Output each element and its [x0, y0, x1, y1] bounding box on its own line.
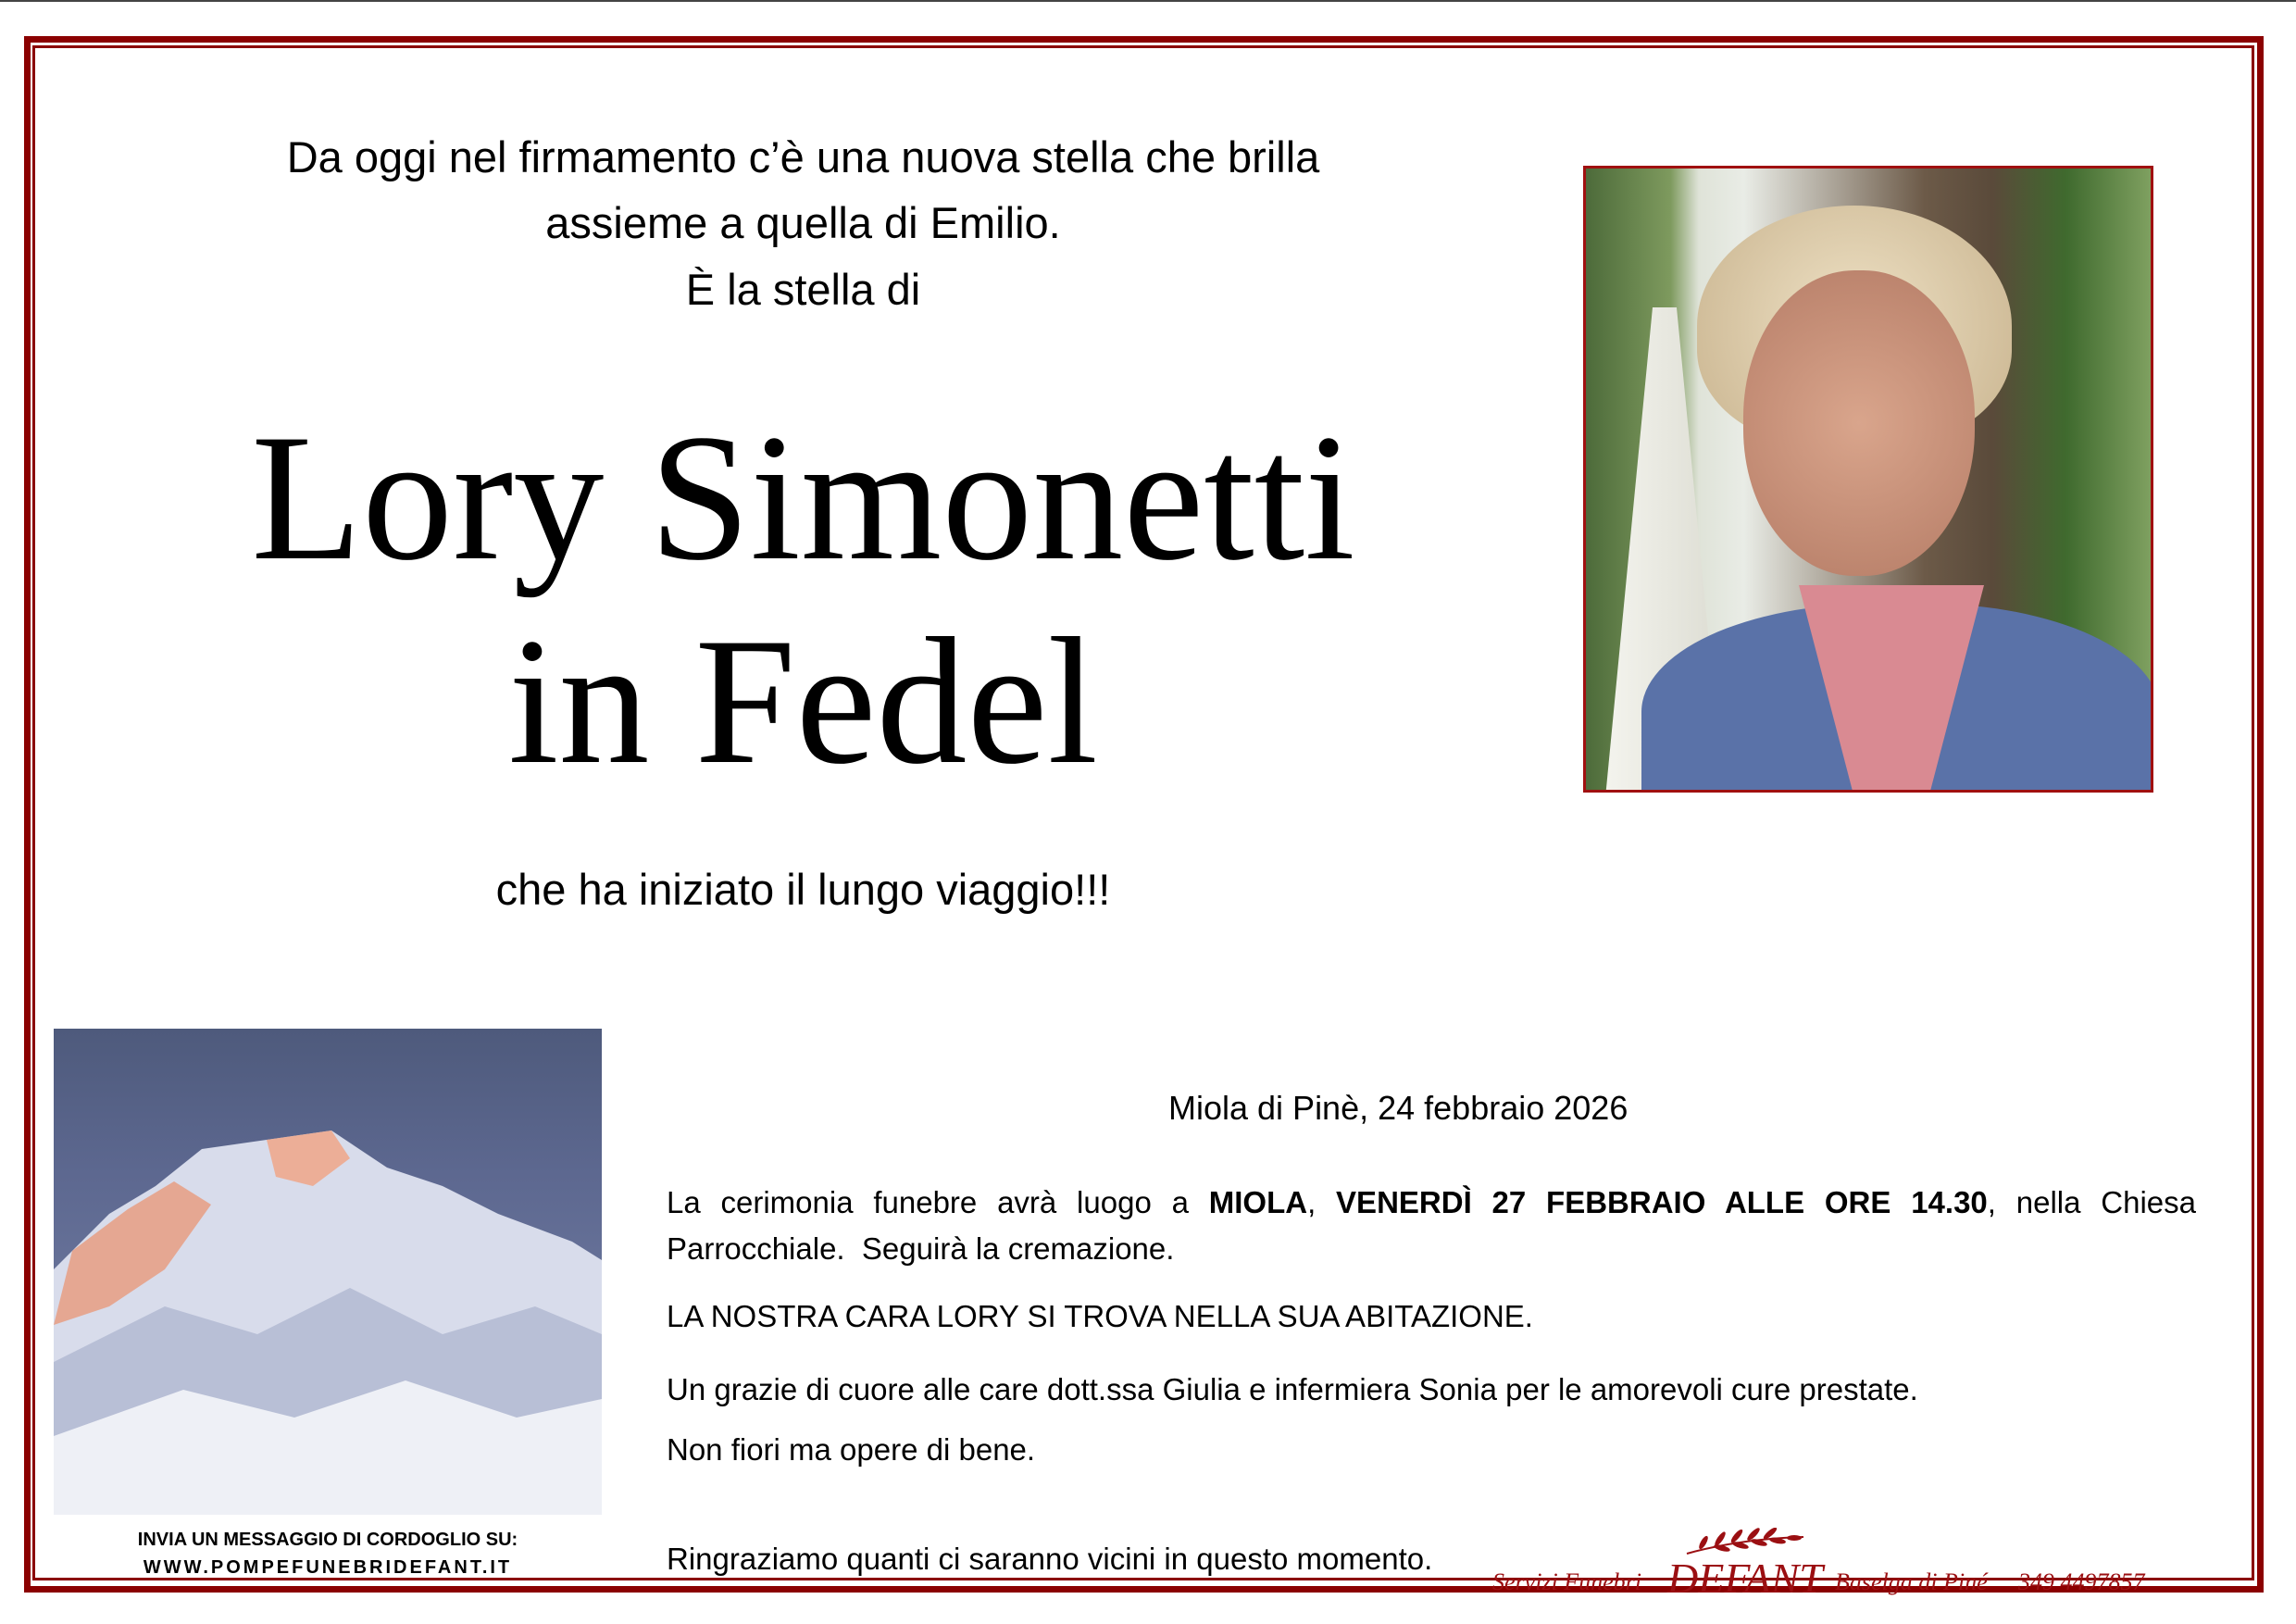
- flowers-note: Non fiori ma opere di bene.: [667, 1432, 1036, 1467]
- ceremony-line-1: [667, 1185, 2196, 1220]
- closing-note: Ringraziamo quanti ci saranno vicini in questo momento.: [667, 1542, 1433, 1576]
- laurel-leaf-icon: [1685, 1528, 1805, 1555]
- logo-location: Baselga di Piné: [1835, 1568, 1988, 1595]
- condolence-label: INVIA UN MESSAGGIO DI CORDOGLIO SU:: [137, 1530, 518, 1550]
- subtitle: che ha iniziato il lungo viaggio!!!: [495, 865, 1111, 914]
- deceased-name: Lory Simonetti: [251, 397, 1355, 598]
- funeral-home-logo: [1486, 1518, 2190, 1602]
- top-rule: [0, 0, 2296, 2]
- deceased-portrait-photo: [1583, 166, 2153, 793]
- logo-phone: 349 4497857: [2018, 1568, 2145, 1595]
- logo-prefix: Servizi Funebri: [1492, 1568, 1642, 1595]
- ceremony-line-2: Parrocchiale. Seguirà la cremazione.: [667, 1231, 1175, 1266]
- ceremony-when: VENERDÌ 27 FEBBRAIO ALLE ORE 14.30: [1336, 1185, 1988, 1219]
- ceremony-post: , nella Chiesa: [1987, 1185, 2196, 1219]
- intro-line-2: assieme a quella di Emilio.: [545, 198, 1061, 247]
- ceremony-place: MIOLA: [1208, 1185, 1308, 1219]
- location-note: LA NOSTRA CARA LORY SI TROVA NELLA SUA ABITAZIONE.: [667, 1299, 1533, 1333]
- logo-brand: DEFANT: [1667, 1555, 1823, 1602]
- mountain-photo: [54, 1029, 602, 1515]
- thanks-note: Un grazie di cuore alle care dott.ssa Giulia e infermiera Sonia per le amorevoli cure prestate.: [667, 1372, 1918, 1406]
- intro-line-1: Da oggi nel firmamento c’è una nuova stella che brilla: [286, 132, 1320, 181]
- intro-line-3: È la stella di: [685, 265, 921, 314]
- condolence-url[interactable]: WWW.POMPEFUNEBRIDEFANT.IT: [143, 1557, 513, 1578]
- deceased-married-name: in Fedel: [508, 601, 1098, 802]
- ceremony-sep: ,: [1307, 1185, 1337, 1219]
- place-date: Miola di Pinè, 24 febbraio 2026: [1168, 1089, 1628, 1127]
- ceremony-pre: La cerimonia funebre avrà luogo a: [667, 1185, 1209, 1219]
